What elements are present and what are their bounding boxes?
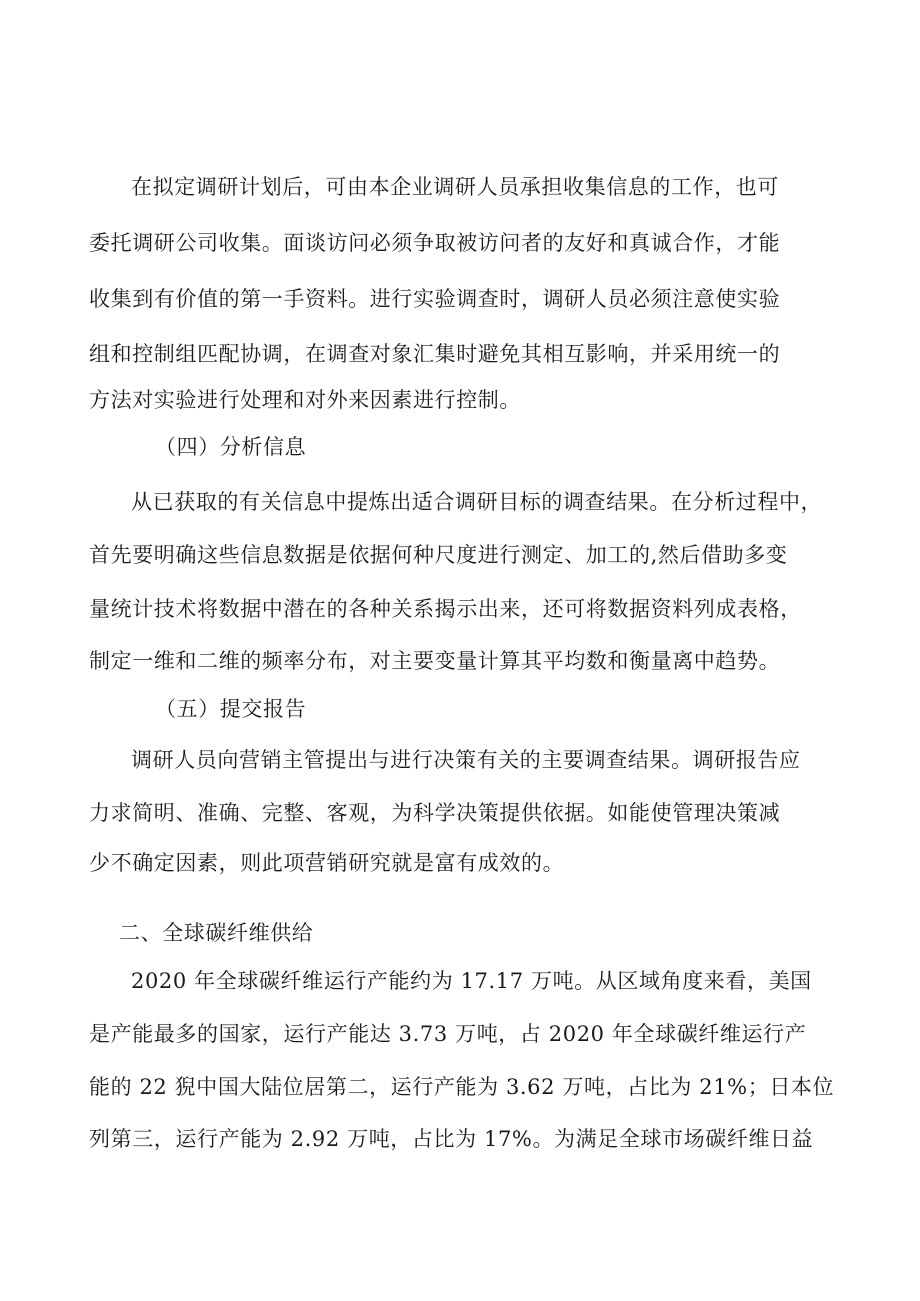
paragraph-line: 委托调研公司收集。面谈访问必须争取被访问者的友好和真诚合作，才能: [89, 231, 781, 255]
section-title: 二、全球碳纤维供给: [119, 921, 314, 945]
section-heading: （四）分析信息: [155, 435, 307, 459]
paragraph-line: 能的 22 猊中国大陆位居第二，运行产能为 3.62 万吨，占比为 21%；日本位: [89, 1075, 835, 1099]
paragraph-line: 是产能最多的国家，运行产能达 3.73 万吨，占 2020 年全球碳纤维运行产: [89, 1022, 807, 1046]
paragraph-line: 列第三，运行产能为 2.92 万吨，占比为 17%。为满足全球市场碳纤维日益: [89, 1127, 814, 1151]
paragraph-line: 少不确定因素，则此项营销研究就是富有成效的。: [89, 851, 565, 875]
paragraph-line: 收集到有价值的第一手资料。进行实验调查时，调研人员必须注意使实验: [89, 287, 781, 311]
paragraph-line: 在拟定调研计划后，可由本企业调研人员承担收集信息的工作，也可: [131, 175, 779, 199]
paragraph-line: 制定一维和二维的频率分布，对主要变量计算其平均数和衡量离中趋势。: [89, 649, 781, 673]
paragraph-line: 调研人员向营销主管提出与进行决策有关的主要调查结果。调研报告应: [131, 748, 801, 772]
paragraph-line: 量统计技术将数据中潜在的各种关系揭示出来，还可将数据资料列成表格，: [89, 597, 802, 621]
paragraph-line: 2020 年全球碳纤维运行产能约为 17.17 万吨。从区域角度来看，美国: [131, 969, 812, 993]
paragraph-line: 方法对实验进行处理和对外来因素进行控制。: [89, 388, 521, 412]
paragraph-line: 组和控制组匹配协调，在调查对象汇集时避免其相互影响，并采用统一的: [89, 342, 781, 366]
paragraph-line: 首先要明确这些信息数据是依据何种尺度进行测定、加工的,然后借助多变: [89, 543, 788, 567]
paragraph-line: 从已获取的有关信息中提炼出适合调研目标的调查结果。在分析过程中，: [131, 490, 823, 514]
paragraph-line: 力求简明、准确、完整、客观，为科学决策提供依据。如能使管理决策减: [89, 801, 781, 825]
section-heading: （五）提交报告: [155, 697, 307, 721]
